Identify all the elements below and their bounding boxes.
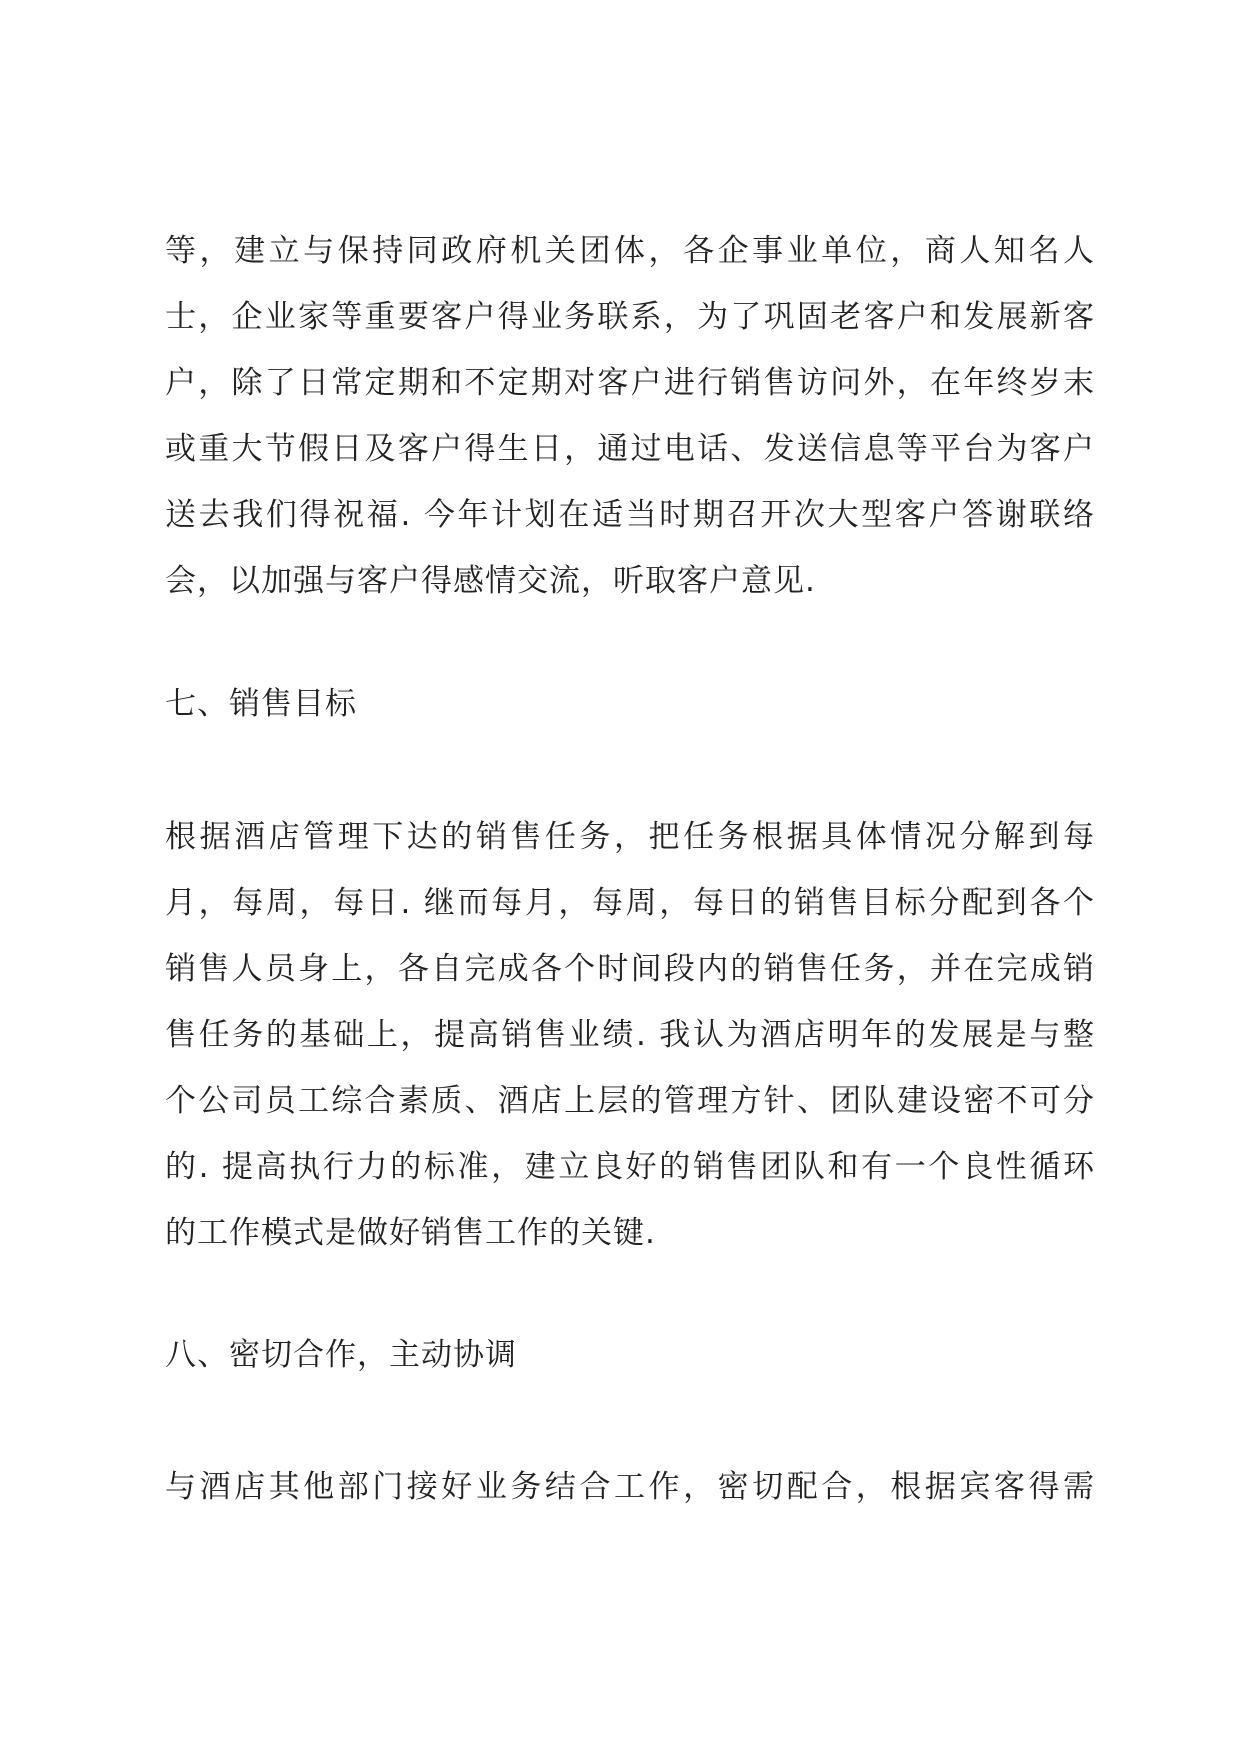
paragraph-sales-targets [165,804,1095,1266]
text-line: 士，企业家等重要客户得业务联系，为了巩固老客户和发展新客 [165,299,1095,335]
heading-text: 七、销售目标 [165,686,357,722]
text-line: 个公司员工综合素质、酒店上层的管理方针、团队建设密不可分 [165,1083,1095,1119]
text-line: 送去我们得祝福. 今年计划在适当时期召开次大型客户答谢联络 [165,497,1095,533]
text-line: 售任务的基础上，提高销售业绩. 我认为酒店明年的发展是与整 [165,1017,1095,1053]
text-line: 与酒店其他部门接好业务结合工作，密切配合，根据宾客得需 [165,1469,1095,1505]
text-line: 根据酒店管理下达的销售任务，把任务根据具体情况分解到每 [165,819,1095,855]
section-heading-cooperation [165,1322,1095,1388]
text-line: 的. 提高执行力的标准，建立良好的销售团队和有一个良性循环 [165,1149,1095,1185]
text-line: 等，建立与保持同政府机关团体，各企事业单位，商人知名人 [165,233,1095,269]
paragraph-client-relations [165,218,1095,614]
text-line: 户，除了日常定期和不定期对客户进行销售访问外，在年终岁末 [165,365,1095,401]
text-line: 的工作模式是做好销售工作的关键. [165,1215,656,1251]
text-line: 会，以加强与客户得感情交流，听取客户意见. [165,563,816,599]
text-line: 销售人员身上，各自完成各个时间段内的销售任务，并在完成销 [165,951,1095,987]
text-line: 或重大节假日及客户得生日，通过电话、发送信息等平台为客户 [165,431,1095,467]
paragraph-cooperation [165,1454,1095,1520]
heading-text: 八、密切合作，主动协调 [165,1337,517,1373]
text-line: 月，每周，每日. 继而每月，每周，每日的销售目标分配到各个 [165,885,1095,921]
section-heading-sales-targets [165,671,1095,737]
